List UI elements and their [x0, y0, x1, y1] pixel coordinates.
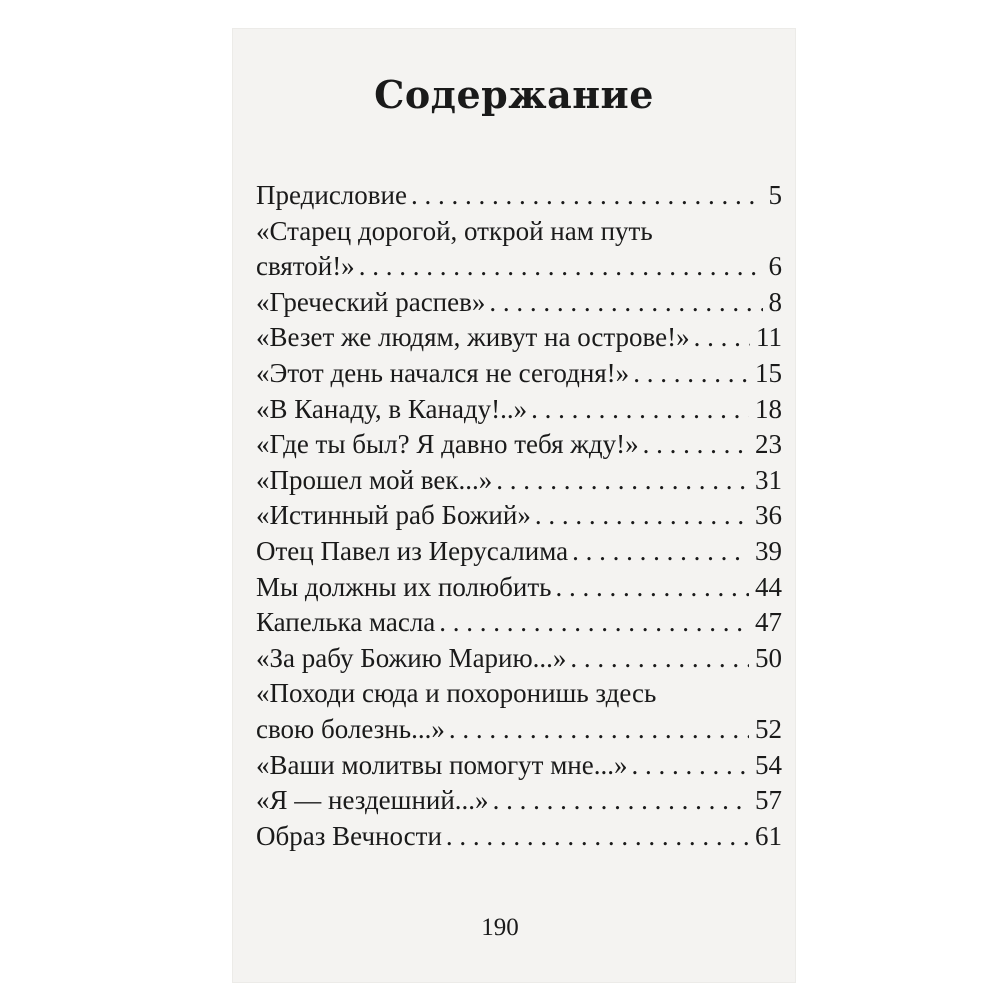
toc-entry-line — [256, 534, 782, 570]
toc-entry-title: Мы должны их полюбить — [256, 571, 552, 602]
toc-entry-page: 52 — [755, 713, 782, 744]
toc-entry — [256, 356, 782, 392]
toc-entry-line — [256, 249, 782, 285]
dot-leader — [694, 320, 750, 356]
toc-entry-line — [256, 320, 782, 356]
dot-leader — [359, 249, 763, 285]
dot-leader — [449, 712, 749, 748]
toc-entry — [256, 570, 782, 606]
toc-entry-title: Образ Вечности — [256, 820, 442, 851]
toc-entry-page: 54 — [755, 749, 782, 780]
toc-entry-title: «Где ты был? Я давно тебя жду!» — [256, 429, 639, 460]
toc-entry-page: 44 — [755, 571, 782, 602]
toc-entry-line-continued — [256, 676, 782, 712]
toc-entry-page: 6 — [768, 251, 782, 282]
toc-entry — [256, 534, 782, 570]
dot-leader — [493, 783, 749, 819]
toc-entry-line — [256, 463, 782, 499]
toc-entry-line — [256, 356, 782, 392]
toc-entry-line — [256, 712, 782, 748]
toc-entry-title: «За рабу Божию Марию...» — [256, 642, 567, 673]
toc-entry-page: 18 — [755, 393, 782, 424]
dot-leader — [446, 819, 749, 855]
dot-leader — [489, 285, 762, 321]
toc-entry — [256, 320, 782, 356]
toc-entry-title: «Истинный раб Божий» — [256, 500, 531, 531]
toc-entry-line — [256, 641, 782, 677]
toc-entry-line — [256, 392, 782, 428]
dot-leader — [439, 605, 749, 641]
table-of-contents — [256, 178, 782, 854]
toc-entry-title: «Ваши молитвы помогут мне...» — [256, 749, 628, 780]
toc-entry — [256, 392, 782, 428]
toc-entry-line — [256, 748, 782, 784]
toc-entry-title: «Везет же людям, живут на острове!» — [256, 322, 690, 353]
toc-entry-line-continued — [256, 214, 782, 250]
toc-entry — [256, 676, 782, 747]
dot-leader — [555, 570, 749, 606]
page-title: Содержание — [374, 72, 654, 117]
page-number: 190 — [481, 914, 519, 941]
toc-entry-title: «Греческий распев» — [256, 286, 486, 317]
toc-entry-title: «Прошел мой век...» — [256, 464, 493, 495]
toc-entry-line — [256, 498, 782, 534]
toc-entry-line — [256, 570, 782, 606]
toc-entry-title: «Походи сюда и похоронишь здесь — [256, 678, 657, 709]
toc-entry-title: Предисловие — [256, 180, 407, 210]
toc-entry — [256, 605, 782, 641]
toc-entry-page: 50 — [755, 642, 782, 673]
toc-entry-page: 31 — [755, 464, 782, 495]
toc-entry-page: 36 — [755, 500, 782, 531]
dot-leader — [643, 427, 749, 463]
toc-entry-title: «Я — нездешний...» — [256, 785, 489, 816]
toc-entry-title: Отец Павел из Иерусалима — [256, 535, 569, 566]
dot-leader — [570, 641, 749, 677]
toc-entry — [256, 463, 782, 499]
dot-leader — [531, 392, 749, 428]
toc-entry — [256, 178, 782, 214]
toc-entry-page: 5 — [768, 180, 782, 210]
dot-leader — [572, 534, 749, 570]
dot-leader — [632, 748, 750, 784]
toc-entry-page: 47 — [755, 607, 782, 638]
toc-entry-page: 57 — [755, 785, 782, 816]
toc-entry-line — [256, 819, 782, 855]
toc-entry-page: 15 — [755, 357, 782, 388]
toc-entry-page: 11 — [756, 322, 782, 353]
toc-entry — [256, 748, 782, 784]
toc-entry — [256, 427, 782, 463]
toc-entry — [256, 641, 782, 677]
toc-entry-title: святой!» — [256, 251, 355, 282]
toc-entry-line — [256, 285, 782, 321]
toc-entry-line — [256, 783, 782, 819]
toc-entry — [256, 214, 782, 285]
toc-entry — [256, 285, 782, 321]
toc-entry — [256, 783, 782, 819]
toc-entry-page: 39 — [755, 535, 782, 566]
dot-leader — [535, 498, 749, 534]
toc-entry-title: «Этот день начался не сегодня!» — [256, 357, 630, 388]
toc-entry — [256, 819, 782, 855]
toc-entry-line — [256, 605, 782, 641]
dot-leader — [496, 463, 749, 499]
dot-leader — [411, 178, 763, 214]
toc-entry-title: свою болезнь...» — [256, 713, 445, 744]
toc-entry-title: «В Канаду, в Канаду!..» — [256, 393, 528, 424]
toc-entry-title: Капелька масла — [256, 607, 436, 638]
toc-entry-page: 8 — [768, 286, 782, 317]
dot-leader — [633, 356, 749, 392]
toc-entry — [256, 498, 782, 534]
toc-entry-page: 61 — [755, 820, 782, 851]
toc-entry-page: 23 — [755, 429, 782, 460]
toc-entry-line — [256, 427, 782, 463]
toc-entry-title: «Старец дорогой, открой нам путь — [256, 215, 653, 246]
toc-entry-line — [256, 178, 782, 214]
